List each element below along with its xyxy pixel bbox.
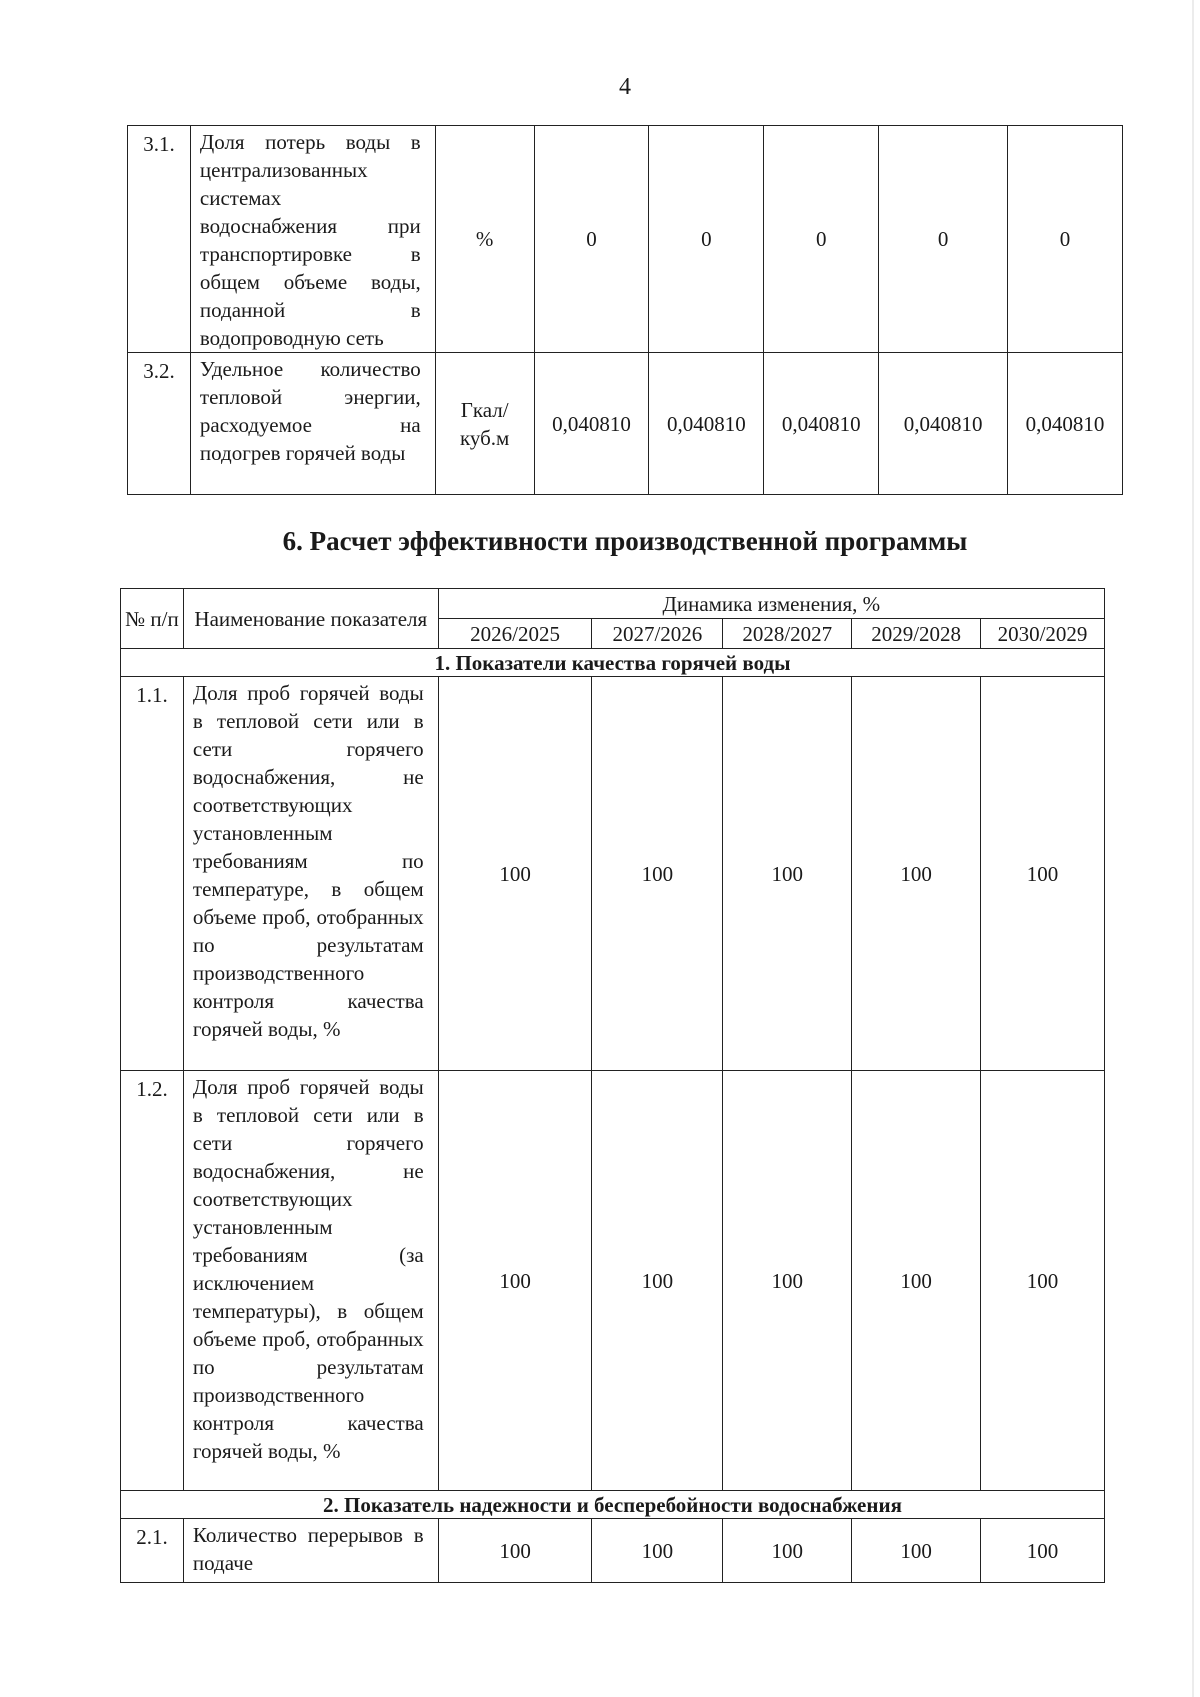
section-title: 2. Показатель надежности и бесперебойности водоснабжения	[121, 1491, 1105, 1519]
row-number: 1.2.	[121, 1071, 184, 1491]
section-row	[121, 649, 1105, 677]
page-number: 4	[619, 74, 631, 100]
indicator-name: Удельное количество тепловой энергии, расходуемое на подогрев горячей воды	[190, 353, 435, 495]
top-indicators-table	[127, 125, 1123, 495]
value-cell: 0	[879, 126, 1008, 353]
section-heading: 6. Расчет эффективности производственной программы	[282, 526, 968, 556]
table-row	[121, 677, 1105, 1071]
row-number: 3.2.	[128, 353, 191, 495]
value-cell: 100	[438, 1071, 592, 1491]
value-cell: 100	[592, 677, 723, 1071]
period-header: 2028/2027	[723, 619, 852, 649]
section-title: 1. Показатели качества горячей воды	[121, 649, 1105, 677]
value-cell: 0	[534, 126, 649, 353]
section-row	[121, 1491, 1105, 1519]
value-cell: 100	[438, 1519, 592, 1583]
value-cell: 100	[723, 1071, 852, 1491]
value-cell: 100	[438, 677, 592, 1071]
value-cell: 0	[1008, 126, 1123, 353]
value-cell: 0,040810	[534, 353, 649, 495]
value-cell: 0,040810	[879, 353, 1008, 495]
value-cell: 100	[592, 1519, 723, 1583]
value-cell: 100	[852, 677, 981, 1071]
header-row	[121, 589, 1105, 619]
value-cell: 0	[649, 126, 764, 353]
value-cell: 0,040810	[1008, 353, 1123, 495]
efficiency-table	[120, 588, 1105, 1583]
table-row	[121, 1071, 1105, 1491]
header-num: № п/п	[121, 589, 184, 649]
row-number: 1.1.	[121, 677, 184, 1071]
value-cell: 100	[981, 1071, 1105, 1491]
indicator-name: Доля проб горячей воды в тепловой сети или в сети горячего водоснабжения, не соответствующих установленным требованиям по температуре, в общем объеме проб, отобранных по результатам производственного контроля качества горячей воды, %	[183, 677, 438, 1071]
period-header: 2026/2025	[438, 619, 592, 649]
table-row	[121, 1519, 1105, 1583]
table-row	[128, 353, 1123, 495]
unit-cell: Гкал/ куб.м	[435, 353, 534, 495]
header-name: Наименование показателя	[183, 589, 438, 649]
period-header: 2027/2026	[592, 619, 723, 649]
value-cell: 0,040810	[649, 353, 764, 495]
value-cell: 100	[592, 1071, 723, 1491]
indicator-name: Доля потерь воды в централизованных системах водоснабжения при транспортировке в общем объеме воды, поданной в водопроводную сеть	[190, 126, 435, 353]
row-number: 2.1.	[121, 1519, 184, 1583]
value-cell: 100	[852, 1519, 981, 1583]
period-header: 2030/2029	[981, 619, 1105, 649]
indicator-name: Доля проб горячей воды в тепловой сети или в сети горячего водоснабжения, не соответствующих установленным требованиям (за исключением температуры), в общем объеме проб, отобранных по результатам производственного контроля качества горячей воды, %	[183, 1071, 438, 1491]
header-dynamics: Динамика изменения, %	[438, 589, 1104, 619]
scan-edge	[1192, 0, 1194, 1697]
row-number: 3.1.	[128, 126, 191, 353]
value-cell: 100	[981, 1519, 1105, 1583]
value-cell: 100	[981, 677, 1105, 1071]
period-header: 2029/2028	[852, 619, 981, 649]
value-cell: 100	[723, 677, 852, 1071]
unit-cell: %	[435, 126, 534, 353]
value-cell: 0	[764, 126, 879, 353]
value-cell: 0,040810	[764, 353, 879, 495]
value-cell: 100	[723, 1519, 852, 1583]
indicator-name: Количество перерывов в подаче	[183, 1519, 438, 1583]
table-row	[128, 126, 1123, 353]
value-cell: 100	[852, 1071, 981, 1491]
